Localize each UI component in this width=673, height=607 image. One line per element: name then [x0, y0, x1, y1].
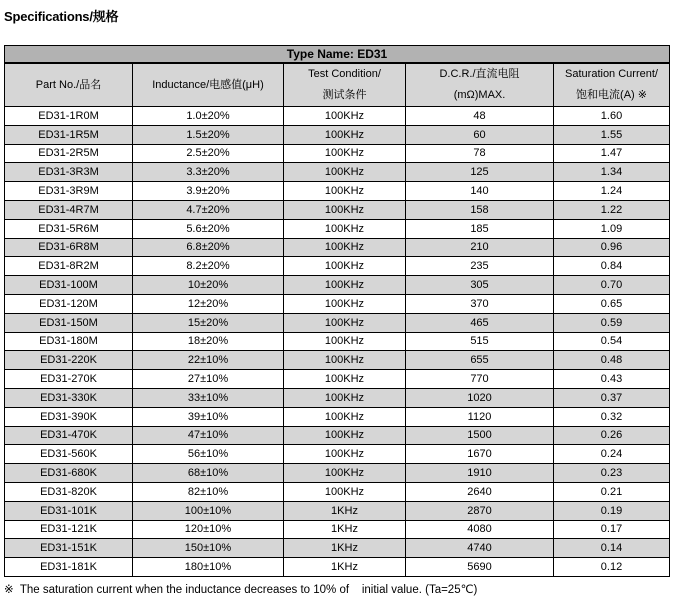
- table-cell: 2870: [406, 501, 554, 520]
- column-header-test-condition: Test Condition/ 测试条件: [284, 63, 406, 107]
- table-cell: 0.21: [554, 482, 670, 501]
- table-cell: 33±10%: [133, 388, 284, 407]
- table-cell: 22±10%: [133, 351, 284, 370]
- table-cell: 0.14: [554, 539, 670, 558]
- table-row: [5, 144, 670, 163]
- column-header-saturation-current: Saturation Current/ 饱和电流(A) ※: [554, 63, 670, 107]
- table-cell: 180±10%: [133, 558, 284, 577]
- table-cell: ED31-120M: [5, 294, 133, 313]
- table-cell: 1.47: [554, 144, 670, 163]
- table-cell: 5690: [406, 558, 554, 577]
- table-cell: 515: [406, 332, 554, 351]
- table-cell: ED31-3R3M: [5, 163, 133, 182]
- table-cell: 158: [406, 200, 554, 219]
- type-name-row: [5, 46, 670, 64]
- table-cell: 1.22: [554, 200, 670, 219]
- table-row: [5, 464, 670, 483]
- table-cell: 0.26: [554, 426, 670, 445]
- table-row: [5, 219, 670, 238]
- table-cell: 1KHz: [284, 539, 406, 558]
- type-name-cell: Type Name: ED31: [5, 46, 670, 64]
- table-cell: 100KHz: [284, 294, 406, 313]
- table-cell: 210: [406, 238, 554, 257]
- table-row: [5, 163, 670, 182]
- table-cell: 1.0±20%: [133, 107, 284, 126]
- table-cell: 0.12: [554, 558, 670, 577]
- table-cell: ED31-5R6M: [5, 219, 133, 238]
- column-header-row: [5, 63, 670, 107]
- table-row: [5, 313, 670, 332]
- table-cell: 60: [406, 125, 554, 144]
- table-cell: 100KHz: [284, 407, 406, 426]
- table-cell: 100KHz: [284, 107, 406, 126]
- table-cell: ED31-470K: [5, 426, 133, 445]
- table-cell: 100KHz: [284, 238, 406, 257]
- table-cell: 125: [406, 163, 554, 182]
- table-row: [5, 520, 670, 539]
- table-cell: 4.7±20%: [133, 200, 284, 219]
- table-cell: ED31-100M: [5, 276, 133, 295]
- table-cell: 235: [406, 257, 554, 276]
- table-cell: 47±10%: [133, 426, 284, 445]
- table-cell: ED31-121K: [5, 520, 133, 539]
- table-cell: 1KHz: [284, 501, 406, 520]
- table-cell: ED31-1R0M: [5, 107, 133, 126]
- table-cell: ED31-181K: [5, 558, 133, 577]
- table-cell: 100KHz: [284, 464, 406, 483]
- table-cell: 3.3±20%: [133, 163, 284, 182]
- table-row: [5, 407, 670, 426]
- table-row: [5, 238, 670, 257]
- table-cell: ED31-4R7M: [5, 200, 133, 219]
- table-row: [5, 558, 670, 577]
- table-row: [5, 426, 670, 445]
- table-cell: 0.54: [554, 332, 670, 351]
- table-row: [5, 257, 670, 276]
- table-cell: ED31-8R2M: [5, 257, 133, 276]
- table-cell: 6.8±20%: [133, 238, 284, 257]
- table-row: [5, 370, 670, 389]
- table-cell: 0.19: [554, 501, 670, 520]
- table-cell: 0.70: [554, 276, 670, 295]
- table-cell: 150±10%: [133, 539, 284, 558]
- table-cell: 100KHz: [284, 163, 406, 182]
- table-cell: ED31-220K: [5, 351, 133, 370]
- table-cell: 120±10%: [133, 520, 284, 539]
- table-cell: 100KHz: [284, 426, 406, 445]
- table-cell: 100KHz: [284, 200, 406, 219]
- spec-table: [4, 45, 670, 577]
- table-cell: 8.2±20%: [133, 257, 284, 276]
- table-cell: 0.37: [554, 388, 670, 407]
- table-cell: 4740: [406, 539, 554, 558]
- table-cell: 48: [406, 107, 554, 126]
- table-cell: 1670: [406, 445, 554, 464]
- table-cell: ED31-6R8M: [5, 238, 133, 257]
- table-row: [5, 332, 670, 351]
- table-cell: 465: [406, 313, 554, 332]
- table-cell: 1KHz: [284, 520, 406, 539]
- table-cell: 1.5±20%: [133, 125, 284, 144]
- table-cell: 1.24: [554, 182, 670, 201]
- table-cell: 0.65: [554, 294, 670, 313]
- table-cell: 655: [406, 351, 554, 370]
- table-row: [5, 125, 670, 144]
- table-cell: 770: [406, 370, 554, 389]
- table-row: [5, 445, 670, 464]
- table-cell: 305: [406, 276, 554, 295]
- table-cell: 12±20%: [133, 294, 284, 313]
- table-cell: ED31-151K: [5, 539, 133, 558]
- table-cell: 185: [406, 219, 554, 238]
- table-cell: ED31-820K: [5, 482, 133, 501]
- spec-table-body: [5, 107, 670, 577]
- table-cell: ED31-180M: [5, 332, 133, 351]
- table-row: [5, 539, 670, 558]
- table-cell: 3.9±20%: [133, 182, 284, 201]
- table-cell: 15±20%: [133, 313, 284, 332]
- table-cell: 1.55: [554, 125, 670, 144]
- table-row: [5, 388, 670, 407]
- table-cell: 1KHz: [284, 558, 406, 577]
- table-row: [5, 200, 670, 219]
- table-cell: 100KHz: [284, 144, 406, 163]
- table-cell: ED31-270K: [5, 370, 133, 389]
- table-cell: 100KHz: [284, 370, 406, 389]
- table-cell: 100KHz: [284, 351, 406, 370]
- table-cell: 1910: [406, 464, 554, 483]
- table-cell: 100KHz: [284, 276, 406, 295]
- footnote: ※ The saturation current when the inductance decreases to 10% of initial value. (Ta=25℃): [4, 584, 478, 596]
- column-header-dcr: D.C.R./直流电阻 (mΩ)MAX.: [406, 63, 554, 107]
- table-cell: ED31-3R9M: [5, 182, 133, 201]
- table-cell: 82±10%: [133, 482, 284, 501]
- table-cell: 100KHz: [284, 257, 406, 276]
- table-cell: 0.96: [554, 238, 670, 257]
- table-cell: 100KHz: [284, 125, 406, 144]
- table-cell: 1.09: [554, 219, 670, 238]
- table-cell: 0.24: [554, 445, 670, 464]
- table-cell: 0.84: [554, 257, 670, 276]
- table-cell: 1020: [406, 388, 554, 407]
- table-cell: 1.60: [554, 107, 670, 126]
- table-cell: 78: [406, 144, 554, 163]
- table-cell: 100KHz: [284, 313, 406, 332]
- table-cell: 27±10%: [133, 370, 284, 389]
- table-cell: 0.23: [554, 464, 670, 483]
- table-cell: 100KHz: [284, 482, 406, 501]
- table-cell: 10±20%: [133, 276, 284, 295]
- table-cell: 100KHz: [284, 445, 406, 464]
- table-row: [5, 482, 670, 501]
- table-cell: 370: [406, 294, 554, 313]
- table-cell: ED31-1R5M: [5, 125, 133, 144]
- table-cell: 2.5±20%: [133, 144, 284, 163]
- table-cell: 39±10%: [133, 407, 284, 426]
- table-row: [5, 351, 670, 370]
- table-cell: 1120: [406, 407, 554, 426]
- table-row: [5, 107, 670, 126]
- table-cell: ED31-330K: [5, 388, 133, 407]
- table-row: [5, 276, 670, 295]
- table-cell: 0.48: [554, 351, 670, 370]
- table-cell: 100KHz: [284, 219, 406, 238]
- table-cell: ED31-390K: [5, 407, 133, 426]
- table-cell: 140: [406, 182, 554, 201]
- table-cell: 0.32: [554, 407, 670, 426]
- table-cell: 0.59: [554, 313, 670, 332]
- table-cell: ED31-680K: [5, 464, 133, 483]
- table-cell: ED31-150M: [5, 313, 133, 332]
- table-cell: 100KHz: [284, 182, 406, 201]
- table-cell: ED31-2R5M: [5, 144, 133, 163]
- table-cell: 0.43: [554, 370, 670, 389]
- table-cell: 1500: [406, 426, 554, 445]
- page-title: Specifications/规格: [4, 9, 119, 24]
- table-cell: 4080: [406, 520, 554, 539]
- table-cell: 2640: [406, 482, 554, 501]
- table-row: [5, 501, 670, 520]
- table-cell: 100±10%: [133, 501, 284, 520]
- table-cell: ED31-101K: [5, 501, 133, 520]
- spec-table-head: [5, 46, 670, 107]
- table-cell: 68±10%: [133, 464, 284, 483]
- table-cell: 18±20%: [133, 332, 284, 351]
- table-cell: 0.17: [554, 520, 670, 539]
- table-cell: 56±10%: [133, 445, 284, 464]
- table-cell: 1.34: [554, 163, 670, 182]
- column-header-inductance: Inductance/电感值(μH): [133, 63, 284, 107]
- column-header-part-no: Part No./品名: [5, 63, 133, 107]
- table-row: [5, 294, 670, 313]
- table-cell: 5.6±20%: [133, 219, 284, 238]
- table-cell: ED31-560K: [5, 445, 133, 464]
- table-cell: 100KHz: [284, 332, 406, 351]
- table-cell: 100KHz: [284, 388, 406, 407]
- table-row: [5, 182, 670, 201]
